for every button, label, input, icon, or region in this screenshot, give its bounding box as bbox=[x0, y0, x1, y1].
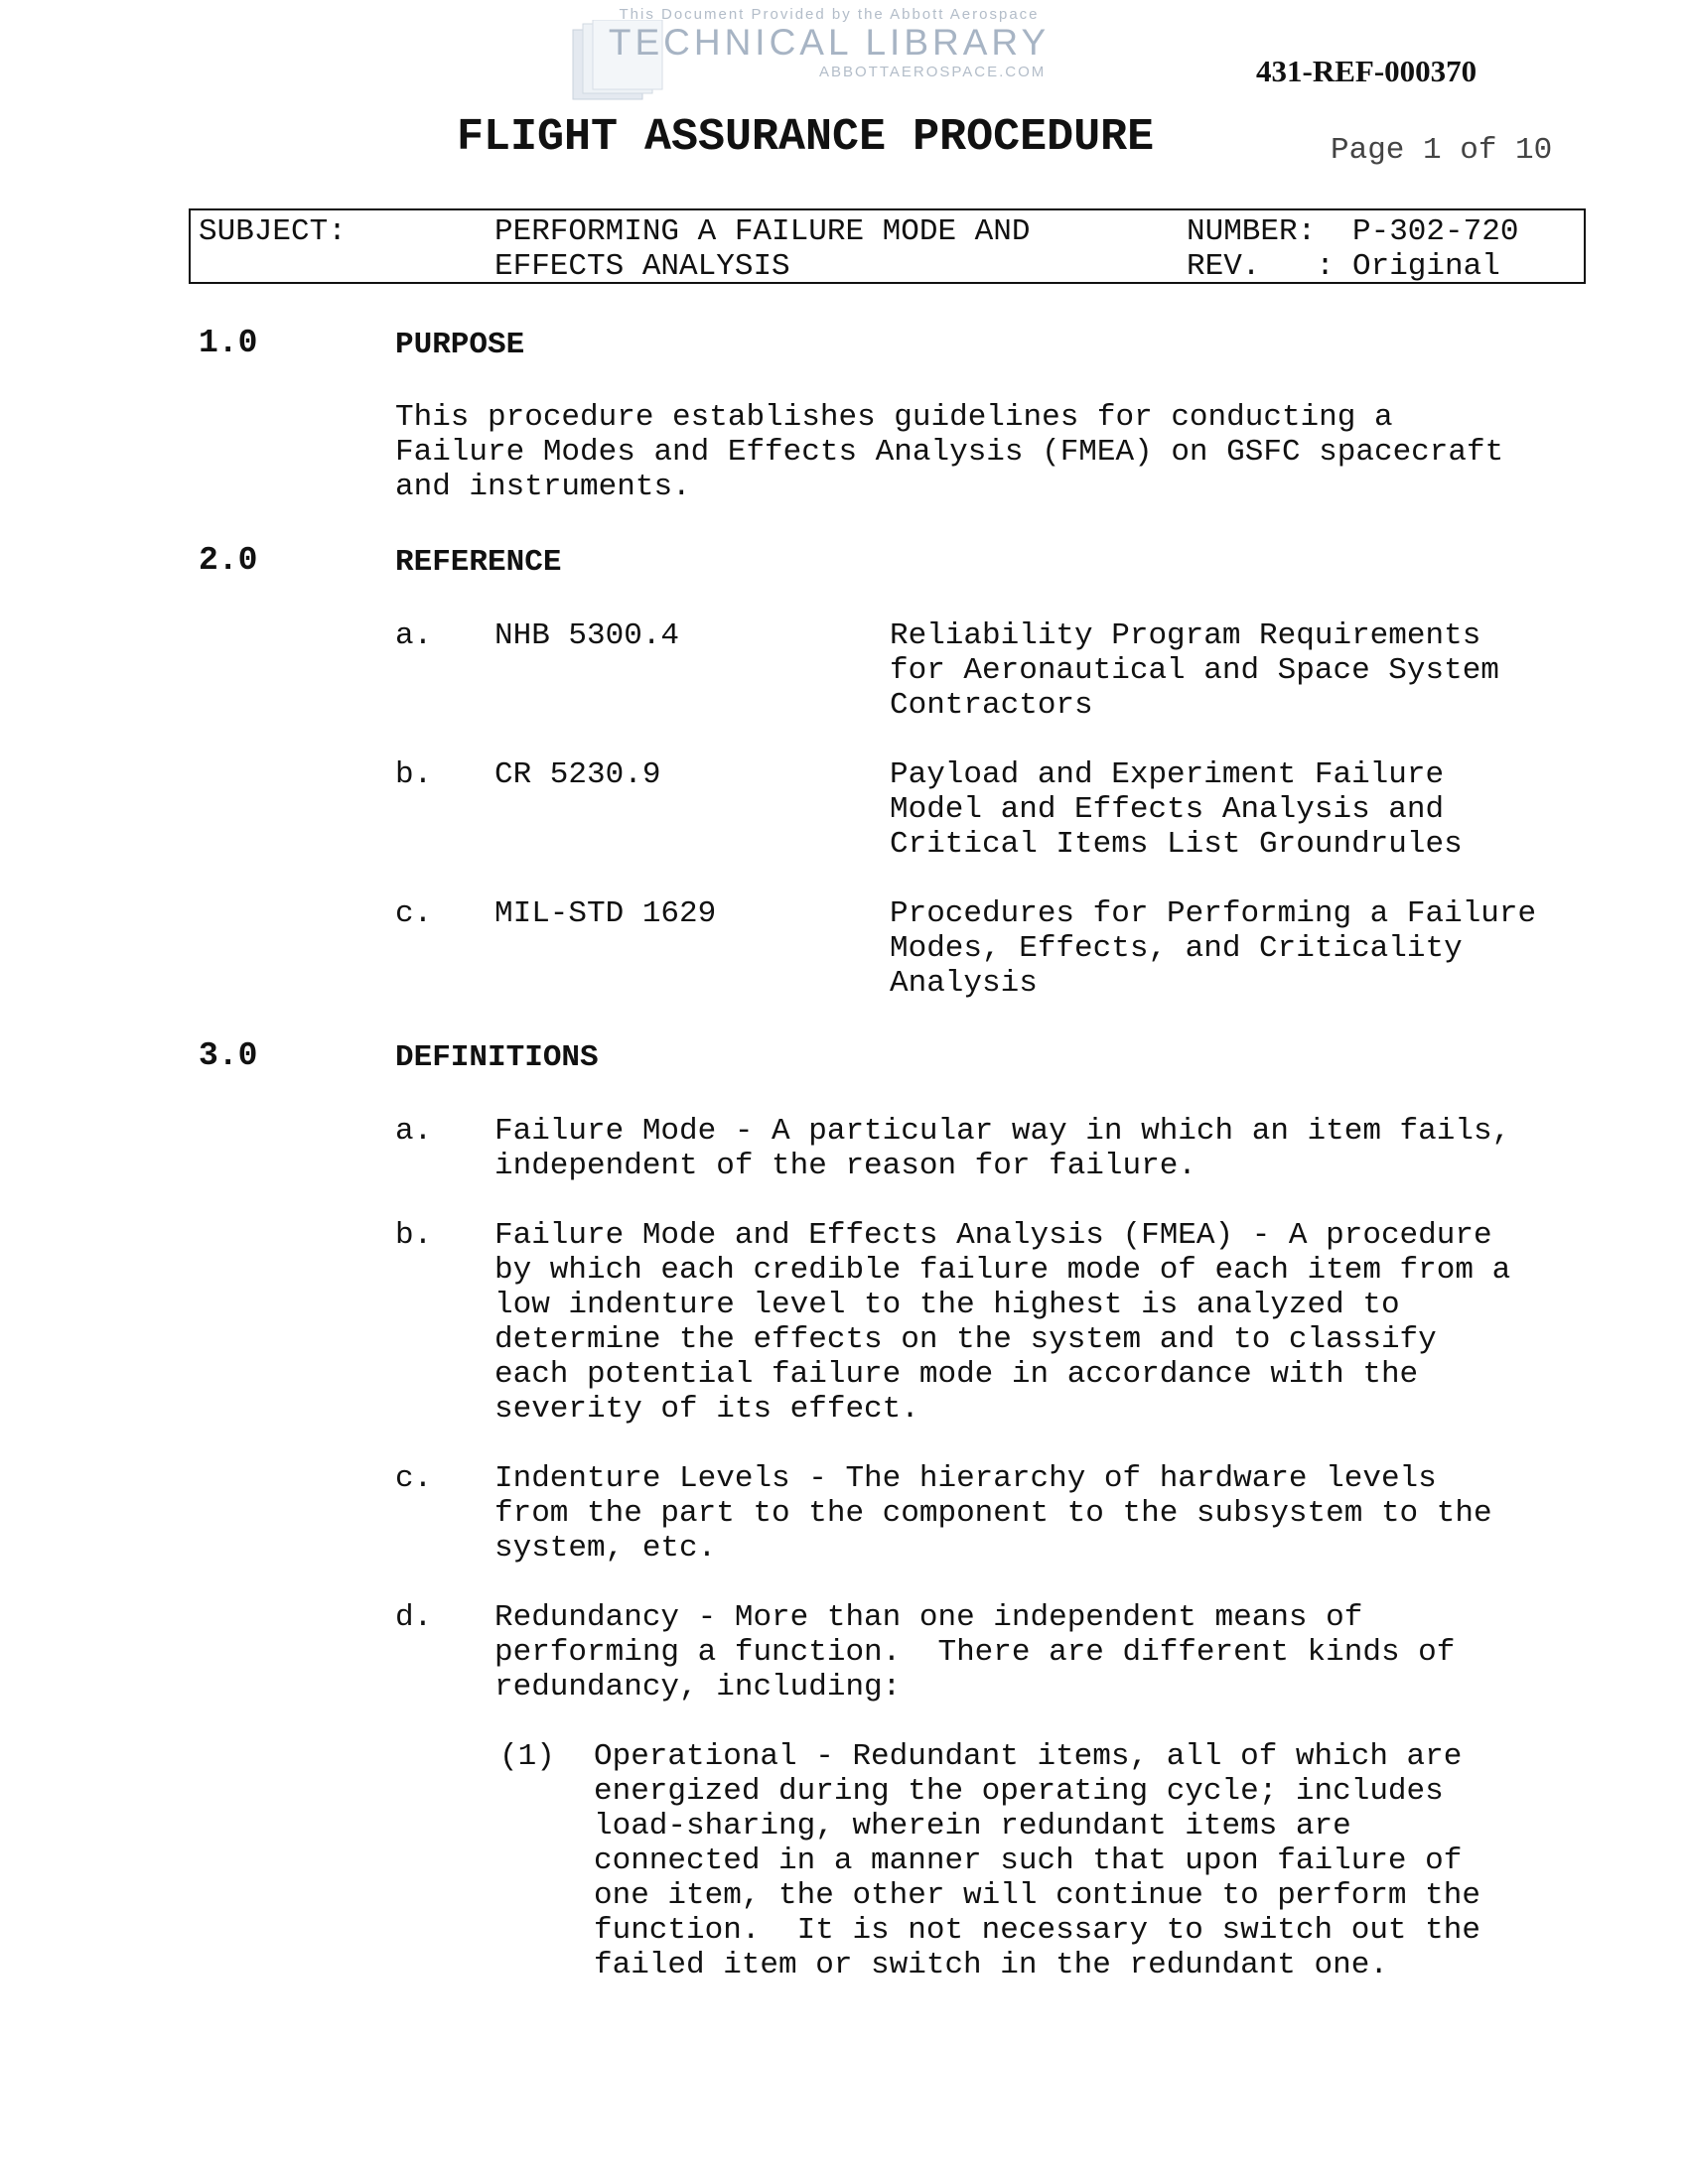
section-title: DEFINITIONS bbox=[395, 1040, 599, 1075]
body-line: and instruments. bbox=[395, 470, 691, 504]
section-title: PURPOSE bbox=[395, 328, 525, 362]
body-line: This procedure establishes guidelines for conducting a bbox=[395, 400, 1393, 435]
document-number: 431-REF-000370 bbox=[1256, 54, 1477, 88]
section-number: 1.0 bbox=[199, 325, 258, 361]
ref-code: CR 5230.9 bbox=[494, 757, 661, 792]
definition-line: performing a function. There are different kinds of bbox=[494, 1635, 1456, 1670]
definition-letter: c. bbox=[395, 1461, 433, 1496]
watermark-line1: This Document Provided by the Abbott Aerospace bbox=[619, 6, 1040, 23]
definition-text bbox=[494, 1114, 1510, 1183]
watermark bbox=[571, 6, 1087, 115]
ref-line: Modes, Effects, and Criticality bbox=[890, 931, 1463, 966]
definition-line: severity of its effect. bbox=[494, 1392, 919, 1427]
body-line: Failure Modes and Effects Analysis (FMEA) on GSFC spacecraft bbox=[395, 435, 1504, 470]
ref-description bbox=[890, 757, 1463, 862]
section-number: 2.0 bbox=[199, 542, 258, 579]
ref-line: Analysis bbox=[890, 966, 1038, 1001]
definition-line: redundancy, including: bbox=[494, 1670, 902, 1705]
definition-line: Failure Mode - A particular way in which an item fails, bbox=[494, 1114, 1511, 1149]
definition-line: independent of the reason for failure. bbox=[494, 1149, 1196, 1183]
sub-item-line: failed item or switch in the redundant one. bbox=[594, 1948, 1388, 1982]
number-label: NUMBER: bbox=[1187, 214, 1317, 249]
definition-letter: b. bbox=[395, 1218, 433, 1253]
ref-letter: b. bbox=[395, 757, 433, 792]
definition-text bbox=[494, 1218, 1510, 1427]
page-number: Page 1 of 10 bbox=[1331, 133, 1553, 168]
sub-item-line: one item, the other will continue to perform the bbox=[594, 1878, 1480, 1913]
sub-item-number: (1) bbox=[499, 1739, 555, 1774]
definition-line: each potential failure mode in accordance with the bbox=[494, 1357, 1419, 1392]
ref-code: MIL-STD 1629 bbox=[494, 896, 717, 931]
definition-line: Indenture Levels - The hierarchy of hardware levels bbox=[494, 1461, 1437, 1496]
ref-letter: c. bbox=[395, 896, 433, 931]
number-value: P-302-720 bbox=[1352, 214, 1519, 249]
ref-line: Contractors bbox=[890, 688, 1093, 723]
definition-line: from the part to the component to the subsystem to the bbox=[494, 1496, 1492, 1531]
page-title: FLIGHT ASSURANCE PROCEDURE bbox=[457, 112, 1155, 163]
definition-letter: d. bbox=[395, 1600, 433, 1635]
watermark-line2: TECHNICAL LIBRARY bbox=[608, 22, 1051, 63]
definition-line: Redundancy - More than one independent means of bbox=[494, 1600, 1363, 1635]
sub-item-line: load-sharing, wherein redundant items are bbox=[594, 1809, 1351, 1843]
rev-label: REV. : bbox=[1187, 249, 1335, 284]
ref-line: Reliability Program Requirements bbox=[890, 618, 1481, 653]
ref-line: Procedures for Performing a Failure bbox=[890, 896, 1537, 931]
definition-line: system, etc. bbox=[494, 1531, 717, 1566]
watermark-line3: ABBOTTAEROSPACE.COM bbox=[819, 64, 1047, 80]
ref-line: Critical Items List Groundrules bbox=[890, 827, 1463, 862]
definition-line: low indenture level to the highest is analyzed to bbox=[494, 1288, 1400, 1322]
sub-item-line: function. It is not necessary to switch out the bbox=[594, 1913, 1480, 1948]
subject-line-1: PERFORMING A FAILURE MODE AND bbox=[494, 214, 1031, 249]
sub-item-line: energized during the operating cycle; includes bbox=[594, 1774, 1444, 1809]
subject-line-2: EFFECTS ANALYSIS bbox=[494, 249, 790, 284]
ref-line: Payload and Experiment Failure bbox=[890, 757, 1445, 792]
definition-line: determine the effects on the system and to classify bbox=[494, 1322, 1437, 1357]
definition-letter: a. bbox=[395, 1114, 433, 1149]
definition-line: Failure Mode and Effects Analysis (FMEA) - A procedure bbox=[494, 1218, 1492, 1253]
section-number: 3.0 bbox=[199, 1037, 258, 1074]
ref-line: Model and Effects Analysis and bbox=[890, 792, 1445, 827]
ref-description bbox=[890, 618, 1499, 723]
sub-item-line: Operational - Redundant items, all of which are bbox=[594, 1739, 1463, 1774]
ref-letter: a. bbox=[395, 618, 433, 653]
ref-line: for Aeronautical and Space System bbox=[890, 653, 1499, 688]
subject-label: SUBJECT: bbox=[199, 214, 347, 249]
sub-item-text bbox=[594, 1739, 1480, 1982]
section-title: REFERENCE bbox=[395, 545, 562, 580]
sub-item-line: connected in a manner such that upon failure of bbox=[594, 1843, 1463, 1878]
ref-description bbox=[890, 896, 1536, 1001]
definition-line: by which each credible failure mode of each item from a bbox=[494, 1253, 1511, 1288]
section-body bbox=[395, 400, 1503, 504]
definition-text bbox=[494, 1461, 1492, 1566]
rev-value: Original bbox=[1352, 249, 1500, 284]
definition-text bbox=[494, 1600, 1455, 1705]
ref-code: NHB 5300.4 bbox=[494, 618, 680, 653]
